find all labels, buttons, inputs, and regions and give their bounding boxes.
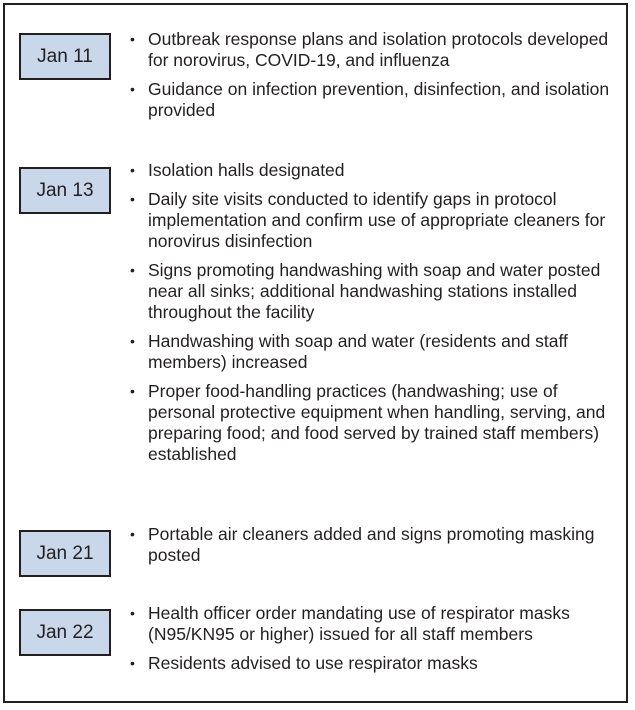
date-label: Jan 21 [36, 542, 94, 564]
bullet-item: • Guidance on infection prevention, disinfection, and isolation provided [130, 79, 620, 121]
bullet-item: • Isolation halls designated [130, 160, 620, 181]
date-box-jan-11 [19, 33, 111, 80]
date-label: Jan 13 [36, 179, 94, 201]
bullet-item: • Portable air cleaners added and signs promoting masking posted [130, 524, 620, 566]
date-label: Jan 22 [36, 621, 94, 643]
bullet-item: • Daily site visits conducted to identify gaps in protocol implementation and confirm use of appropriate cleaners for norovirus disinfection [130, 189, 620, 252]
date-box-jan-21 [19, 530, 111, 577]
bullet-list-jan-21 [130, 524, 620, 574]
bullet-list-jan-13 [130, 160, 620, 473]
bullet-item: • Outbreak response plans and isolation protocols developed for norovirus, COVID-19, and influenza [130, 29, 620, 71]
bullet-item: • Signs promoting handwashing with soap and water posted near all sinks; additional handwashing stations installed throughout the facility [130, 260, 620, 323]
bullet-item: • Health officer order mandating use of respirator masks (N95/KN95 or higher) issued for all staff members [130, 603, 620, 645]
bullet-list-jan-22 [130, 603, 620, 682]
date-label: Jan 11 [37, 45, 93, 67]
date-box-jan-13 [19, 167, 111, 214]
bullet-item: • Residents advised to use respirator masks [130, 653, 620, 674]
bullet-list-jan-11 [130, 29, 620, 129]
bullet-item: • Proper food-handling practices (handwashing; use of personal protective equipment when handling, serving, and preparing food; and food served by trained staff members) established [130, 381, 620, 465]
bullet-item: • Handwashing with soap and water (residents and staff members) increased [130, 331, 620, 373]
date-box-jan-22 [19, 609, 111, 656]
